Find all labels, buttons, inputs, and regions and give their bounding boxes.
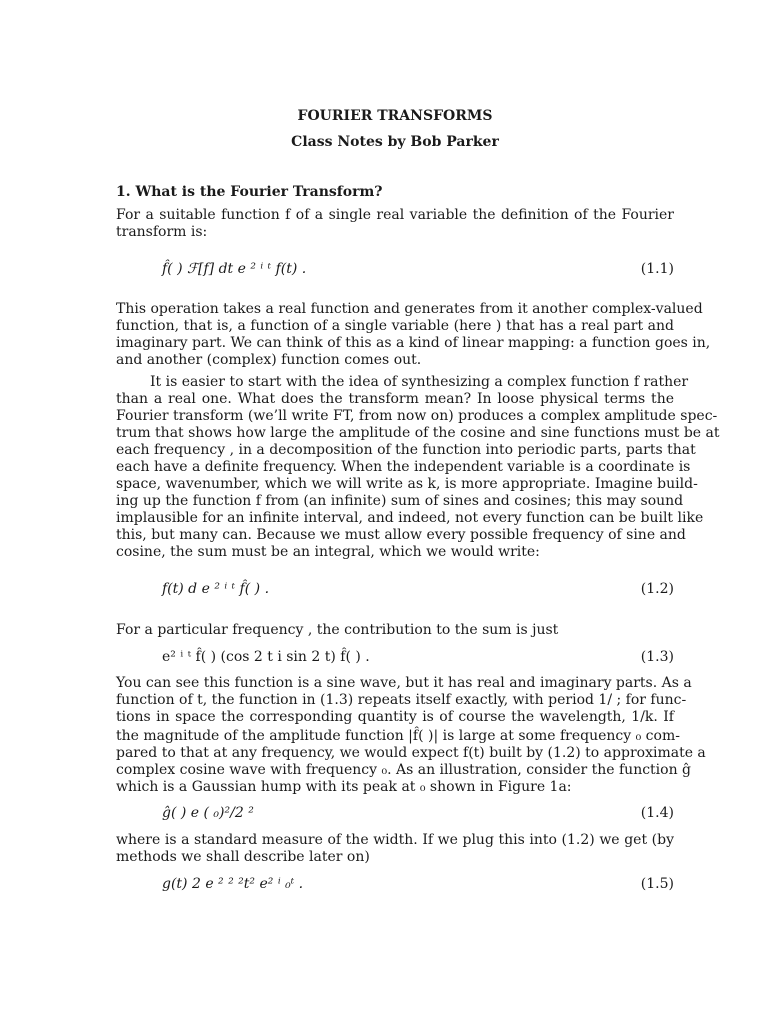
paragraph-line: function, that is, a function of a single variable (here ) that has a real part and xyxy=(116,318,674,334)
paragraph-line: For a particular frequency , the contribution to the sum is just xyxy=(116,622,559,638)
paragraph-line: each frequency , in a decomposition of the function into periodic parts, parts that xyxy=(116,442,696,458)
paragraph-line: pared to that at any frequency, we would expect f(t) built by (1.2) to approximate a xyxy=(116,745,706,761)
equation-number: (1.4) xyxy=(640,805,674,821)
equation-number: (1.3) xyxy=(640,649,674,665)
paragraph-line: You can see this function is a sine wave, but it has real and imaginary parts. As a xyxy=(116,675,692,691)
paragraph-line: each have a definite frequency. When the independent variable is a coordinate is xyxy=(116,459,691,475)
paragraph-line: implausible for an infinite interval, and indeed, not every function can be built like xyxy=(116,510,704,526)
paragraph-line: This operation takes a real function and generates from it another complex-valued xyxy=(116,301,703,317)
paragraph-line: transform is: xyxy=(116,224,208,240)
paragraph-line: tions in space the corresponding quantity is of course the wavelength, 1/k. If xyxy=(116,709,674,725)
equation-body: f(t) d e ² ⁱ ᵗ f̂( ) . xyxy=(162,581,270,597)
paragraph-line: than a real one. What does the transform mean? In loose physical terms the xyxy=(116,391,674,407)
equation-number: (1.1) xyxy=(640,261,674,277)
paragraph-line: this, but many can. Because we must allow every possible frequency of sine and xyxy=(116,527,686,543)
paragraph-line: the magnitude of the amplitude function |f̂( )| is large at some frequency ₀ com- xyxy=(116,728,680,744)
paragraph-line: For a suitable function f of a single real variable the definition of the Fourier xyxy=(116,207,674,223)
paragraph-line: where is a standard measure of the width. If we plug this into (1.2) we get (by xyxy=(116,832,674,848)
paragraph-line: complex cosine wave with frequency ₀. As an illustration, consider the function ĝ xyxy=(116,762,692,778)
equation-body: g(t) 2 e ² ² ²t² e² ⁱ ₀ᵗ . xyxy=(162,876,304,892)
paper-title: FOURIER TRANSFORMS xyxy=(297,108,493,124)
equation-body: ĝ( ) e ( ₀)²/2 ² xyxy=(162,805,254,821)
paragraph-line: trum that shows how large the amplitude of the cosine and sine functions must be at xyxy=(116,425,720,441)
paragraph-line: and another (complex) function comes out. xyxy=(116,352,422,368)
paragraph-line: space, wavenumber, which we will write as k, is more appropriate. Imagine build- xyxy=(116,476,698,492)
equation-number: (1.5) xyxy=(640,876,674,892)
section-heading: 1. What is the Fourier Transform? xyxy=(116,184,383,200)
equation-body: f̂( ) ℱ[f] dt e ² ⁱ ᵗ f(t) . xyxy=(162,261,307,277)
paragraph-line: function of t, the function in (1.3) repeats itself exactly, with period 1/ ; for func- xyxy=(116,692,687,708)
paragraph-line: methods we shall describe later on) xyxy=(116,849,370,865)
equation-number: (1.2) xyxy=(640,581,674,597)
paragraph-line: cosine, the sum must be an integral, which we would write: xyxy=(116,544,540,560)
paper-subtitle: Class Notes by Bob Parker xyxy=(291,134,499,150)
paragraph-line: which is a Gaussian hump with its peak at ₀ shown in Figure 1a: xyxy=(116,779,572,795)
paragraph-line: It is easier to start with the idea of synthesizing a complex function f rather xyxy=(150,374,689,390)
paragraph-line: ing up the function f from (an infinite) sum of sines and cosines; this may sound xyxy=(116,493,684,509)
equation-body: e² ⁱ ᵗ f̂( ) (cos 2 t i sin 2 t) f̂( ) . xyxy=(162,649,370,665)
paragraph-line: imaginary part. We can think of this as a kind of linear mapping: a function goes in, xyxy=(116,335,711,351)
paragraph-line: Fourier transform (we’ll write FT, from now on) produces a complex amplitude spec- xyxy=(116,408,718,424)
